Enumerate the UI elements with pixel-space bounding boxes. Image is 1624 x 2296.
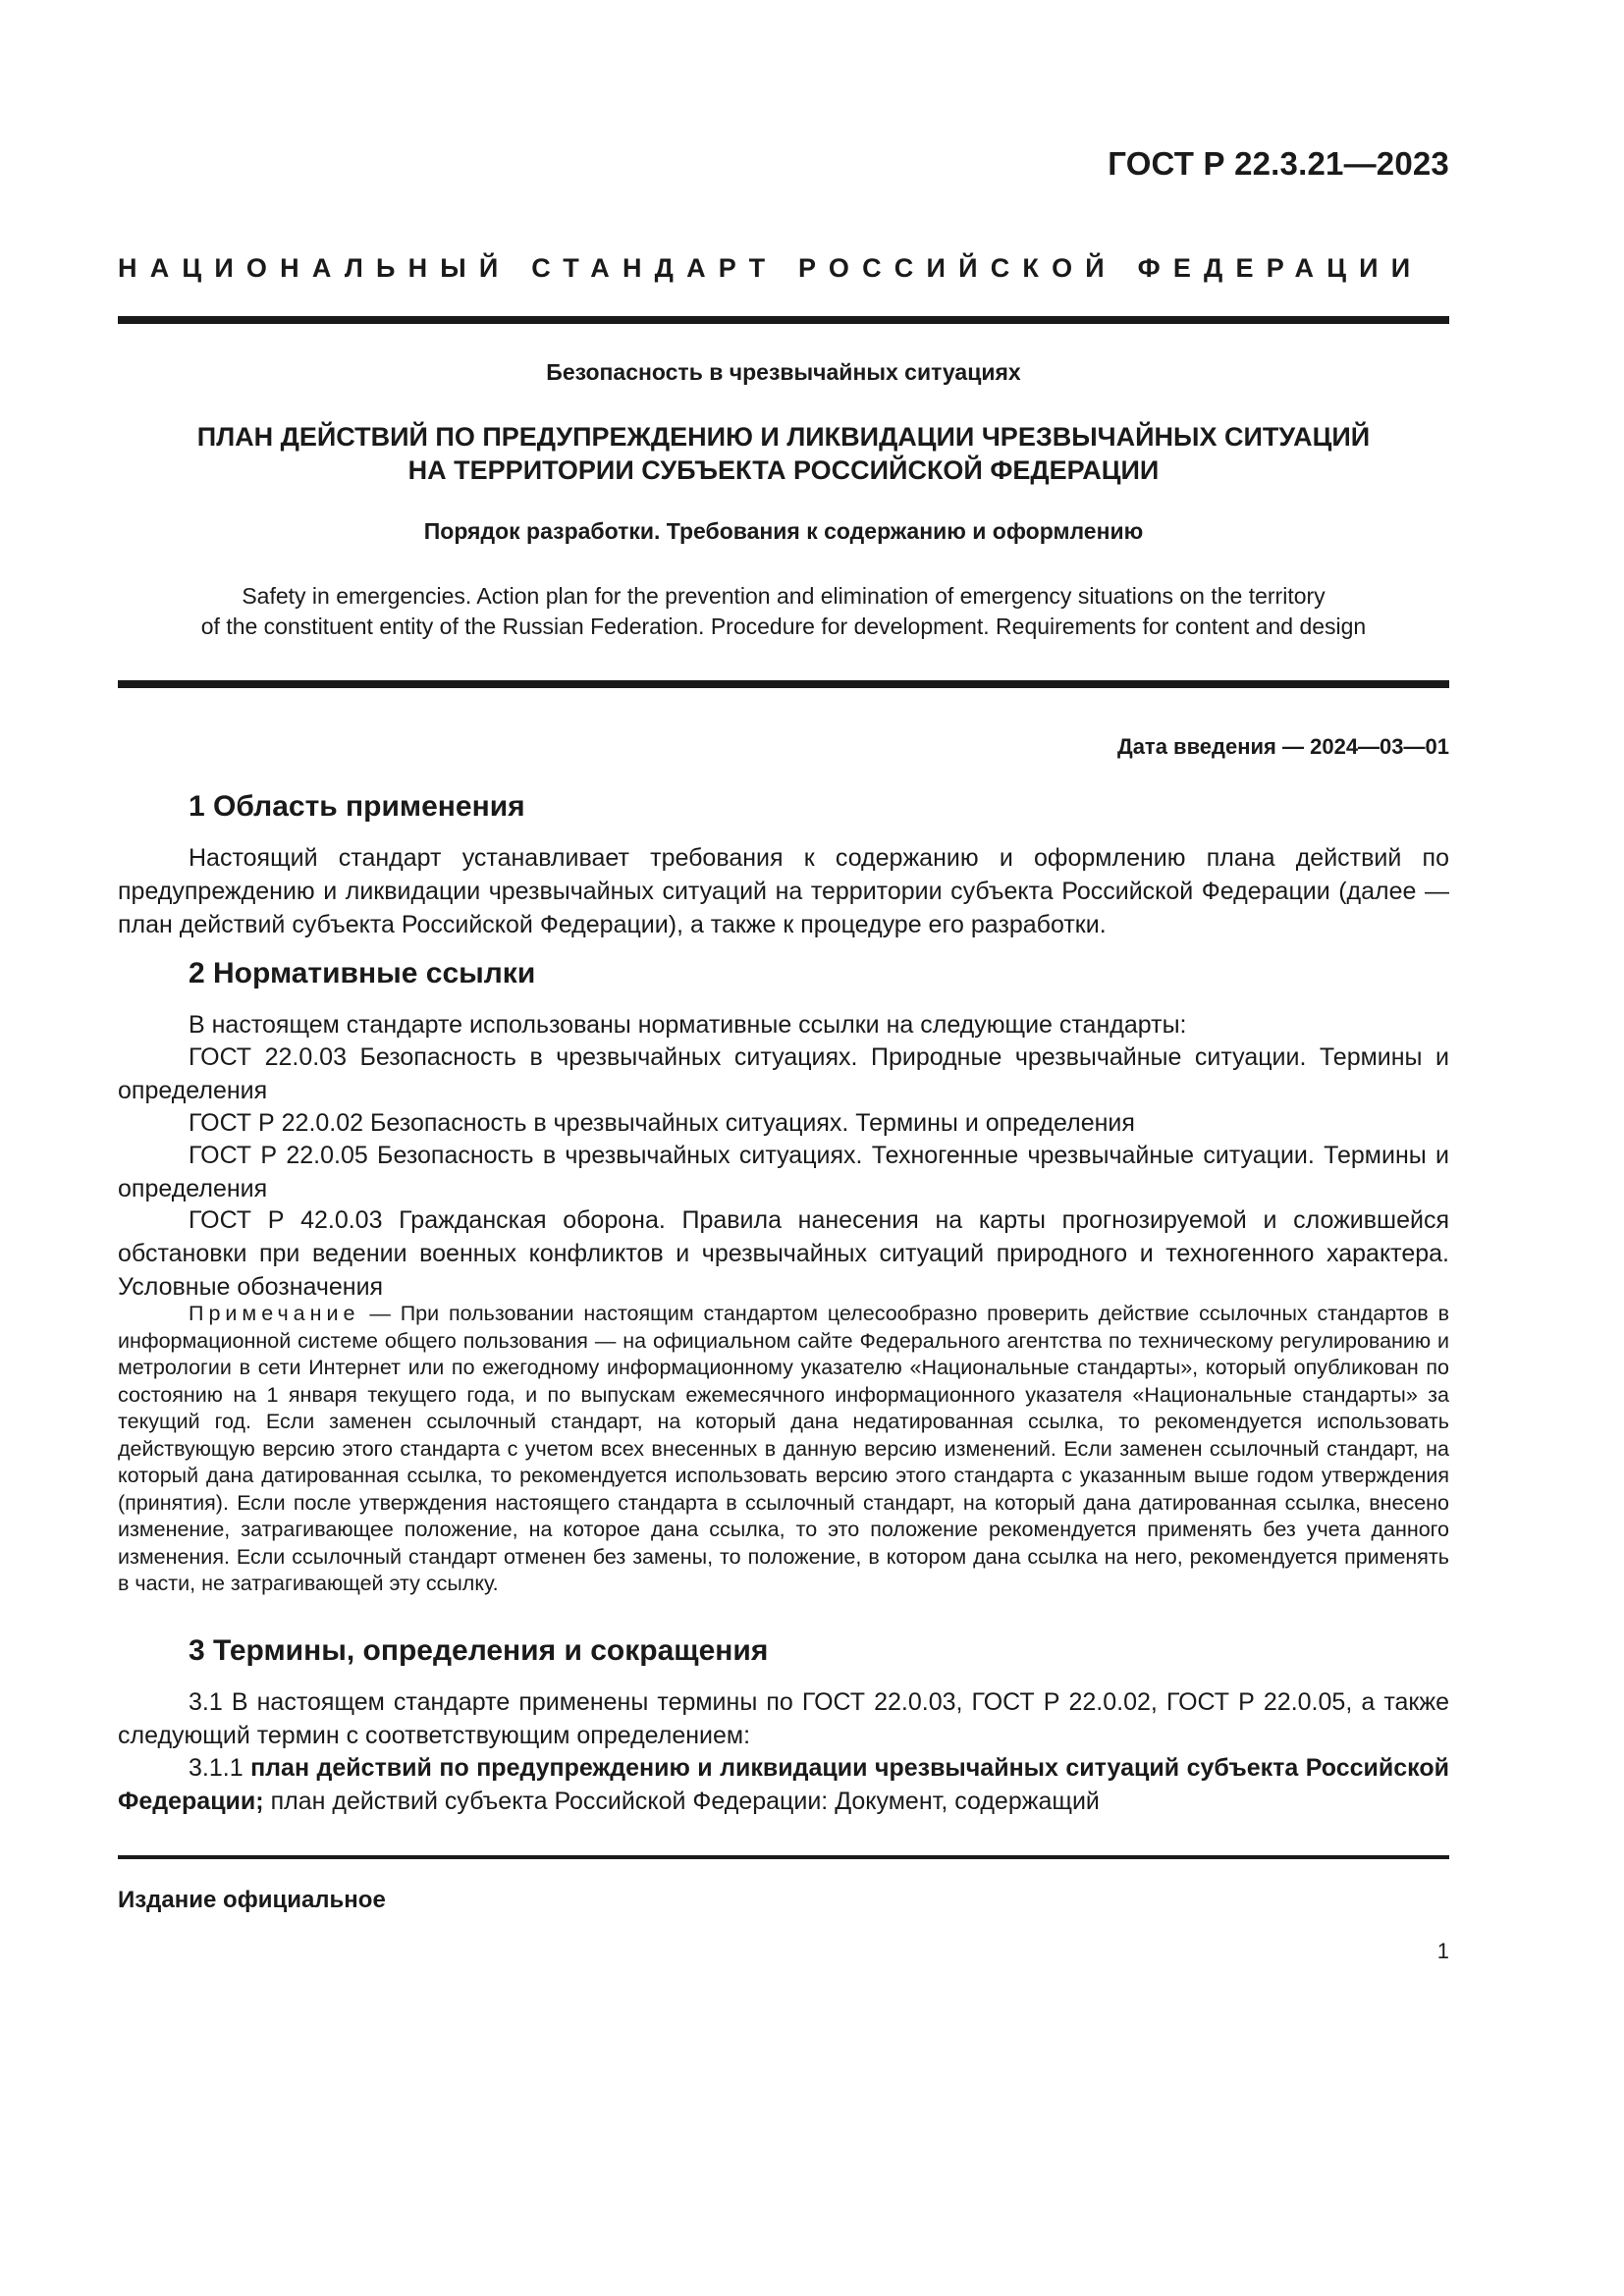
paragraph-text: 3.1 В настоящем стандарте применены термины по ГОСТ 22.0.03, ГОСТ Р 22.0.02, ГОСТ Р 22.0.05, а также следующий термин с соответствующим определением:	[118, 1688, 1449, 1749]
english-title-line: of the constituent entity of the Russian Federation. Procedure for development. Requirements for content and design	[200, 614, 1367, 639]
reference-item	[118, 1106, 1449, 1140]
term-number: 3.1.1	[189, 1754, 251, 1782]
top-rule	[118, 316, 1449, 324]
footer-rule	[118, 1855, 1449, 1859]
reference-item	[118, 1041, 1449, 1107]
term-name: план действий по предупреждению и ликвидации чрезвычайных ситуаций субъекта Российской Федерации;	[118, 1754, 1450, 1815]
section-heading: 2 Нормативные ссылки	[189, 957, 536, 989]
reference-item	[118, 1203, 1449, 1304]
introduction-date: Дата введения — 2024—03—01	[1117, 734, 1449, 759]
term-definition	[118, 1751, 1449, 1818]
reference-item	[118, 1139, 1449, 1205]
note-paragraph	[118, 1301, 1449, 1598]
term-text: план действий субъекта Российской Федерации: Документ, содержащий	[263, 1788, 1100, 1815]
title-line: ПЛАН ДЕЙСТВИЙ ПО ПРЕДУПРЕЖДЕНИЮ И ЛИКВИДАЦИИ ЧРЕЗВЫЧАЙНЫХ СИТУАЦИЙ	[196, 422, 1371, 452]
paragraph-text: Настоящий стандарт устанавливает требования к содержанию и оформлению плана действий по предупреждению и ликвидации чрезвычайных ситуаций на территории субъекта Российской Федерации (далее — план действий субъекта Российской Федерации), а также к процедуре его разработки.	[118, 844, 1449, 938]
standard-title	[118, 420, 1449, 487]
note-text: — При пользовании настоящим стандартом целесообразно проверить действие ссылочных стандартов в информационной системе общего пользования — на официальном сайте Федерального агентства по техническому регулированию и метрологии в сети Интернет или по ежегодному информационному указателю «Национальные стандарты», который опубликован по состоянию на 1 января текущего года, и по выпускам ежемесячного информационного указателя «Национальные стандарты» за текущий год. Если заменен ссылочный стандарт, на который дана недатированная ссылка, то рекомендуется использовать действующую версию этого стандарта с учетом всех внесенных в данную версию изменений. Если заменен ссылочный стандарт, на который дана датированная ссылка, то рекомендуется использовать версию этого стандарта с указанным выше годом утверждения (принятия). Если после утверждения настоящего стандарта в ссылочный стандарт, на который дана датированная ссылка, внесено изменение, затрагивающее положение, на которое дана ссылка, то это положение рекомендуется применять без учета данного изменения. Если ссылочный стандарт отменен без замены, то положение, в котором дана ссылка на него, рекомендуется применять в части, не затрагивающей эту ссылку.	[118, 1302, 1449, 1595]
note-label: Примечание	[189, 1302, 360, 1325]
standard-subtitle: Порядок разработки. Требования к содержанию и оформлению	[423, 518, 1144, 544]
english-title	[118, 581, 1449, 642]
section-heading: 3 Термины, определения и сокращения	[189, 1634, 769, 1667]
document-page	[118, 0, 1449, 2296]
standard-designation: ГОСТ Р 22.3.21—2023	[1108, 145, 1449, 182]
reference-text: ГОСТ Р 22.0.05 Безопасность в чрезвычайных ситуациях. Техногенные чрезвычайные ситуации. Термины и определения	[118, 1142, 1449, 1202]
english-title-line: Safety in emergencies. Action plan for the prevention and elimination of emergency situations on the territory	[242, 583, 1326, 609]
reference-text: ГОСТ 22.0.03 Безопасность в чрезвычайных ситуациях. Природные чрезвычайные ситуации. Термины и определения	[118, 1043, 1449, 1104]
standard-subject: Безопасность в чрезвычайных ситуациях	[546, 359, 1021, 385]
reference-text: ГОСТ Р 42.0.03 Гражданская оборона. Правила нанесения на карты прогнозируемой и сложившейся обстановки при ведении военных конфликтов и чрезвычайных ситуаций природного и техногенного характера. Условные обозначения	[118, 1206, 1449, 1301]
national-standard-heading: НАЦИОНАЛЬНЫЙ СТАНДАРТ РОССИЙСКОЙ ФЕДЕРАЦИИ	[118, 253, 1424, 283]
title-rule	[118, 680, 1449, 688]
section-paragraph	[118, 1685, 1449, 1752]
reference-text: ГОСТ Р 22.0.02 Безопасность в чрезвычайных ситуациях. Термины и определения	[189, 1109, 1135, 1137]
section-heading: 1 Область применения	[189, 790, 525, 823]
paragraph-text: В настоящем стандарте использованы нормативные ссылки на следующие стандарты:	[189, 1011, 1187, 1039]
title-line: НА ТЕРРИТОРИИ СУБЪЕКТА РОССИЙСКОЙ ФЕДЕРАЦИИ	[407, 455, 1160, 485]
page-number: 1	[1436, 1939, 1449, 1963]
official-edition-label: Издание официальное	[118, 1887, 386, 1913]
section-paragraph	[118, 1008, 1449, 1041]
section-paragraph	[118, 841, 1449, 941]
